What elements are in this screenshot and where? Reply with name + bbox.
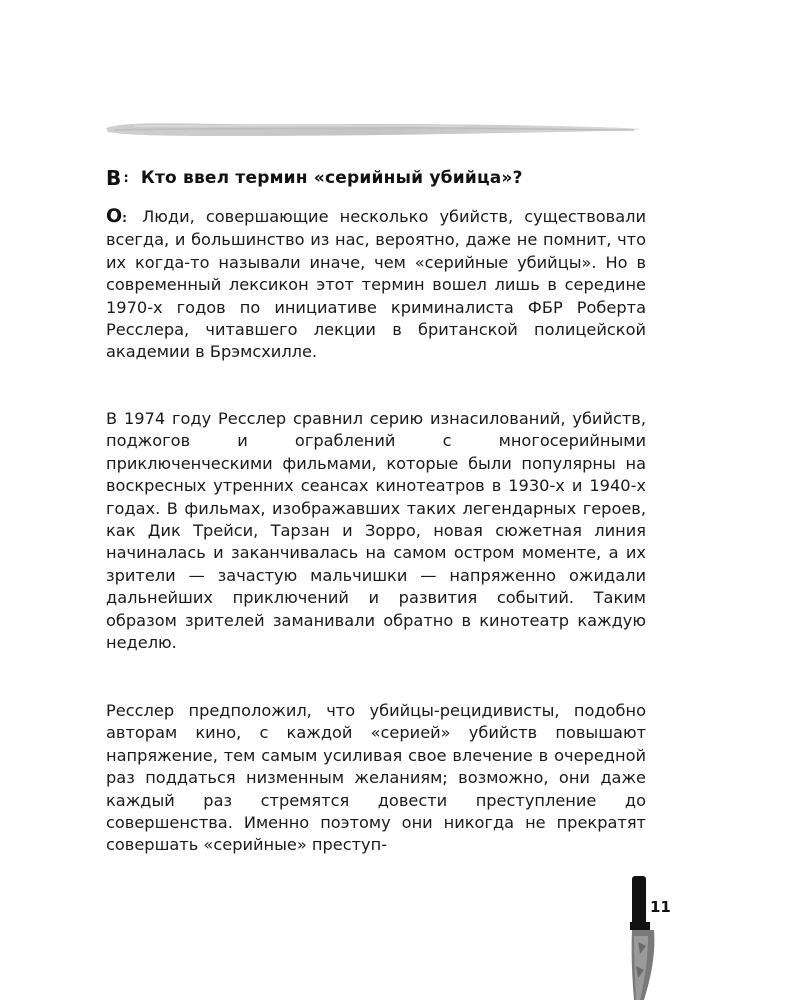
question-marker-suffix: : — [123, 170, 129, 186]
question-text: Кто ввел термин «серийный убийца»? — [140, 168, 523, 188]
answer-paragraph-text: Ресслер предположил, что убийцы-рецидивисты, подобно авторам кино, с каждой «серией» убийств повышают напряжение, тем самым усиливая свое влечение в очередной раз поддаться низменным желаниям; возможно, они даже каждый раз стремятся довести преступление до совершенства. Именно поэтому они никогда не прекратят совершать «серийные» преступ- — [106, 701, 646, 855]
answer-paragraph-1 — [106, 205, 646, 364]
answer-paragraph-2 — [106, 408, 646, 654]
question-marker: В — [106, 166, 122, 190]
answer-paragraph-text: В 1974 году Ресслер сравнил серию изнасилований, убийств, поджогов и ограблений с многосерийными приключенческими фильмами, которые были популярны на воскресных утренних сеансах кинотеатров в 1930-х и 1940-х годах. В фильмах, изображавших таких легендарных героев, как Дик Трейси, Тарзан и Зорро, новая сюжетная линия начиналась и заканчивалась на самом остром моменте, а их зрители — зачастую мальчишки — напряженно ожидали дальнейших приключений и развития событий. Таким образом зрителей заманивали обратно в кинотеатр каждую неделю. — [106, 409, 646, 653]
answer-marker-suffix: : — [122, 211, 127, 225]
answer-paragraph-text: Люди, совершающие несколько убийств, существовали всегда, и большинство из нас, вероятно, даже не помнит, что их когда-то называли иначе, чем «серийные убийцы». Но в современный лексикон этот термин вошел лишь в середине 1970-х годов по инициативе криминалиста ФБР Роберта Ресслера, читавшего лекции в британской полицейской академии в Брэмсхилле. — [106, 207, 646, 362]
page-number: 11 — [650, 898, 671, 916]
question-heading — [106, 168, 646, 188]
brush-stroke-icon — [104, 118, 644, 140]
answer-marker: О — [106, 205, 123, 227]
answer-paragraph-3 — [106, 700, 646, 857]
knife-icon — [624, 876, 664, 1000]
